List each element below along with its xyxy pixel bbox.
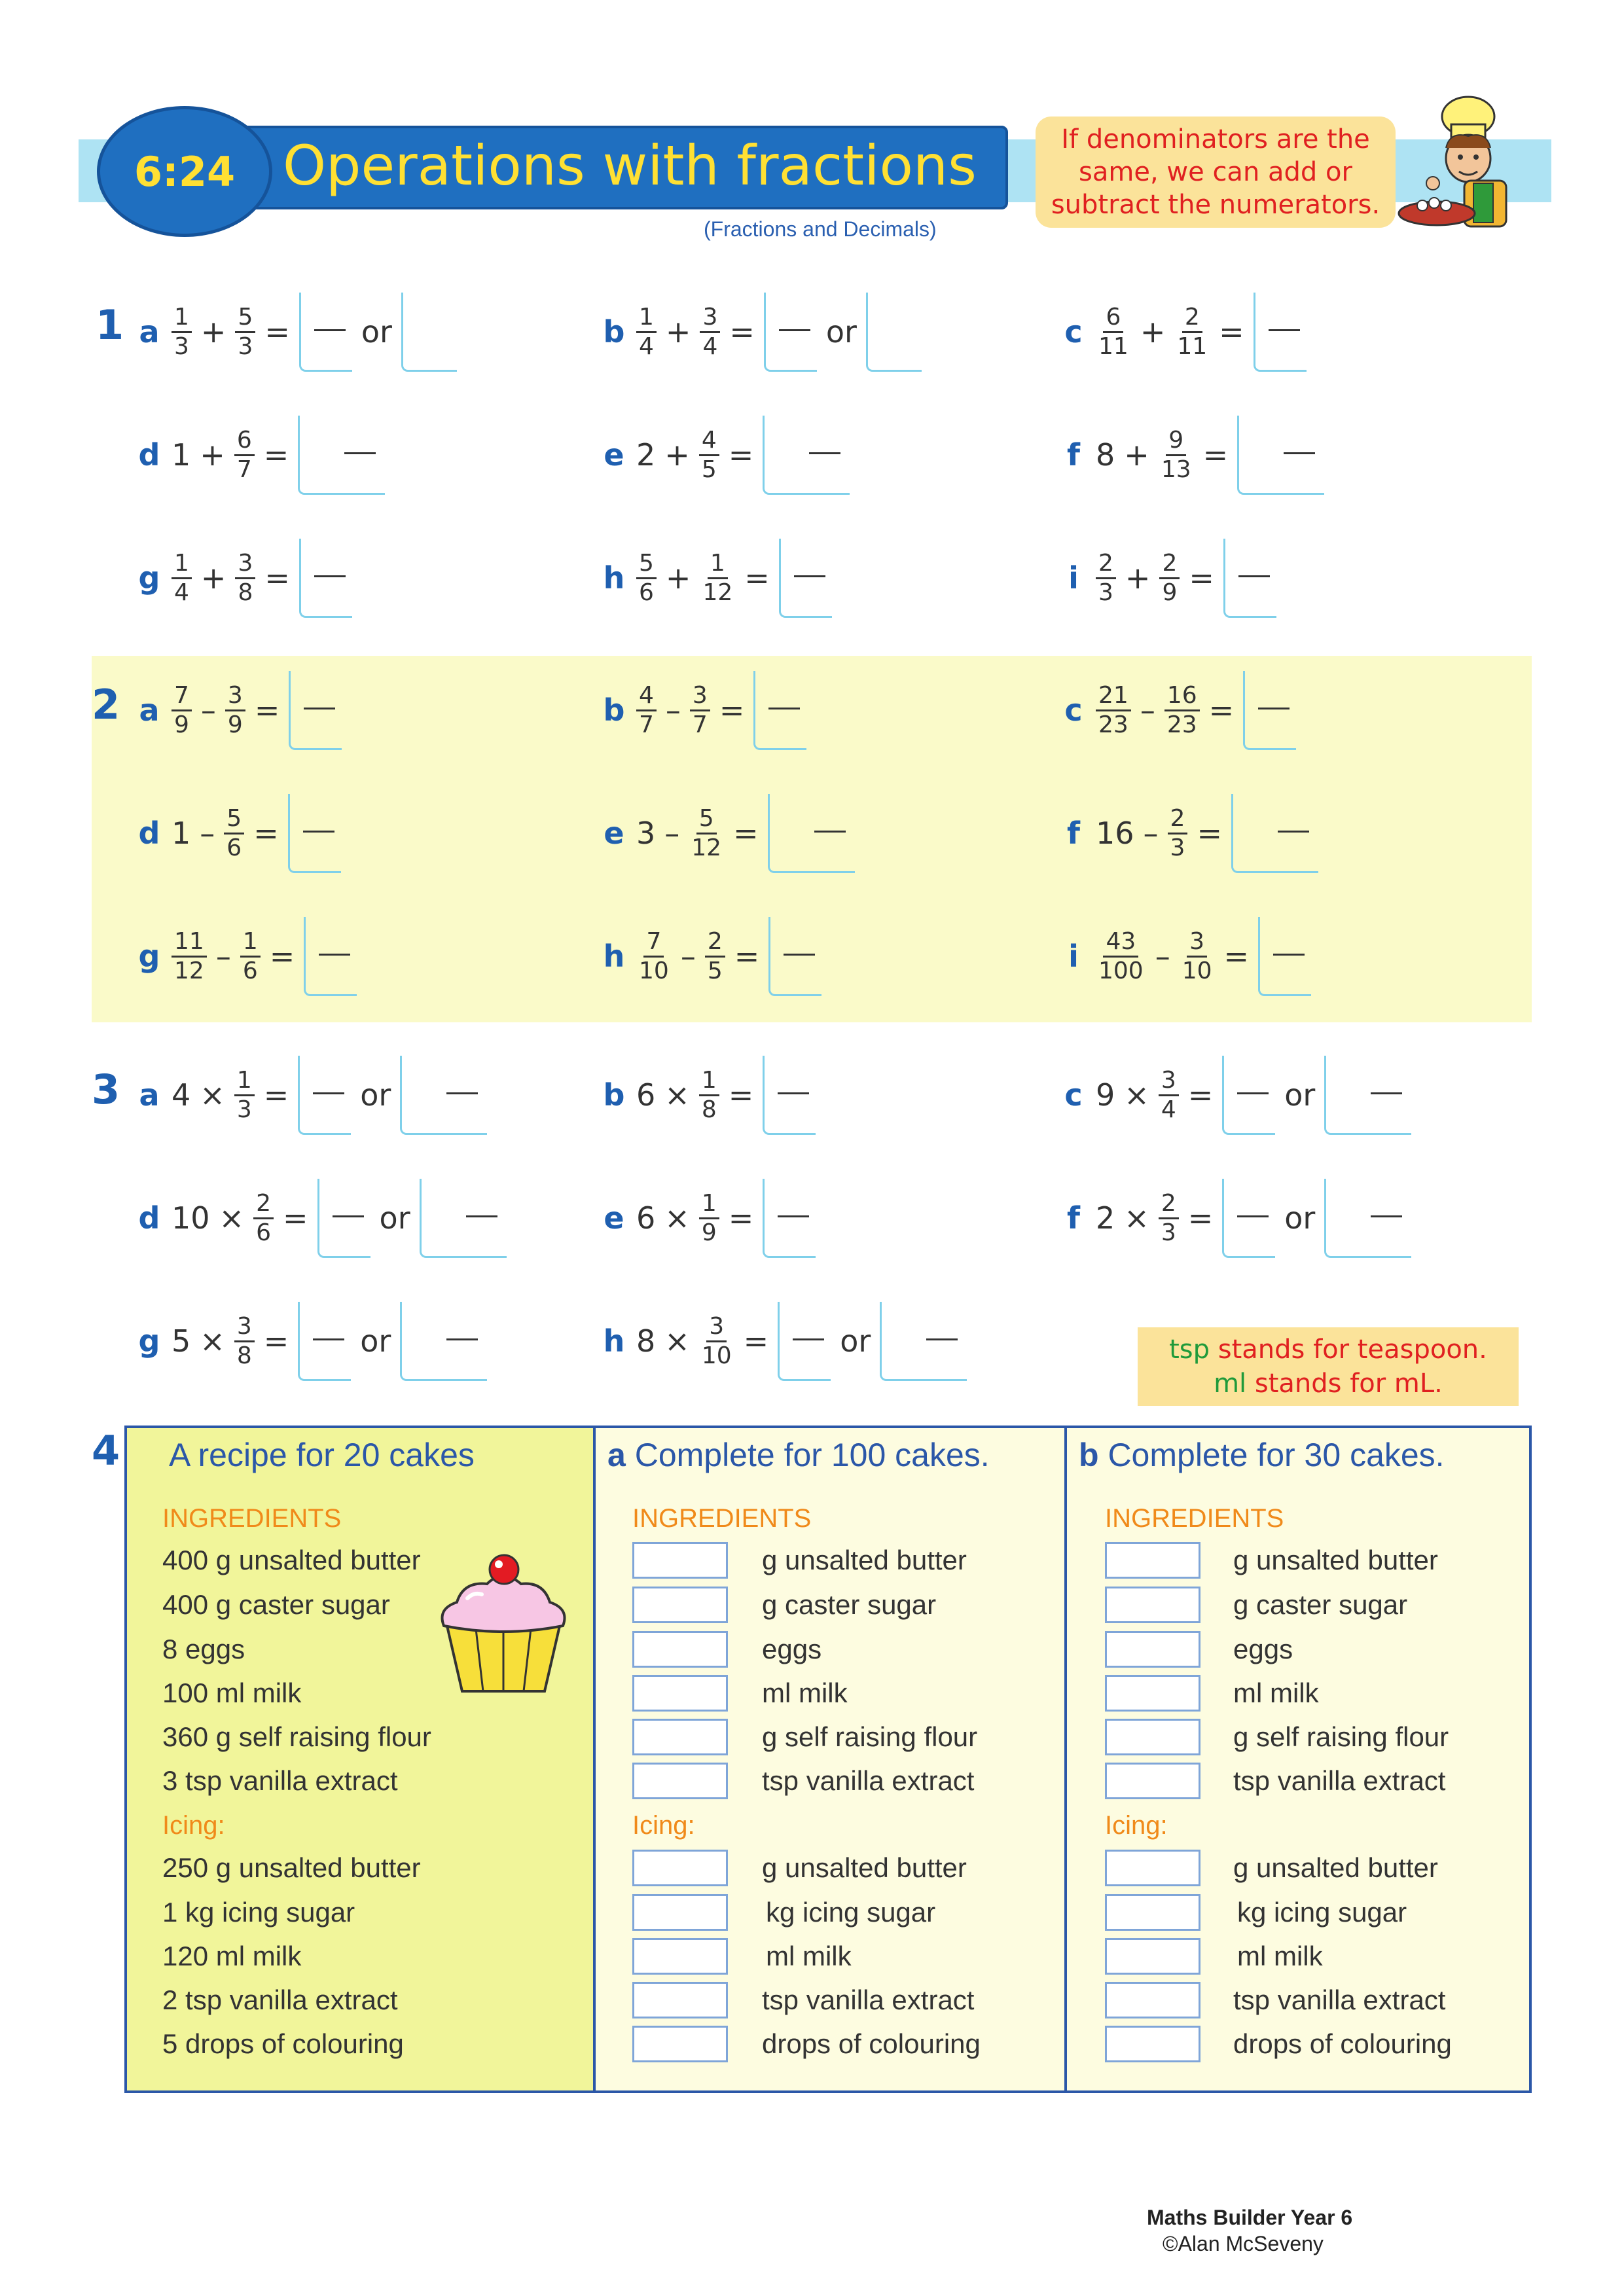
- tip-line: subtract the numerators.: [1051, 190, 1380, 220]
- answer-box[interactable]: [779, 539, 832, 618]
- equals-sign: =: [254, 692, 280, 728]
- ingredient: 2 tsp vanilla extract: [162, 1984, 398, 2015]
- problem-letter: f: [1066, 437, 1080, 473]
- equals-sign: =: [1219, 314, 1244, 350]
- operator: –: [1143, 816, 1159, 851]
- tip-box: [1036, 117, 1396, 228]
- fraction: $\frac{1}{9}$: [699, 1191, 719, 1246]
- question-number: 2: [92, 681, 120, 728]
- ingredient-unit: tsp vanilla extract: [1233, 1984, 1446, 2015]
- equals-sign: =: [264, 314, 290, 350]
- equals-sign: =: [253, 816, 279, 851]
- fraction: $\frac{16}{23}$: [1164, 683, 1200, 738]
- operator: –: [664, 816, 680, 851]
- equals-sign: =: [269, 939, 295, 974]
- answer-box[interactable]: [298, 1302, 351, 1381]
- operator: ×: [1124, 1077, 1149, 1113]
- answer-box[interactable]: [1223, 539, 1276, 618]
- problem-letter: c: [1064, 692, 1083, 728]
- answer-box[interactable]: [1222, 1056, 1275, 1135]
- problem-letter: i: [1068, 939, 1079, 974]
- quantity-input[interactable]: [1105, 1719, 1200, 1755]
- tip-line: same, we can add or: [1079, 157, 1352, 187]
- fraction: $\frac{11}{12}$: [171, 929, 207, 984]
- problem-2g: [136, 914, 366, 999]
- icing-label: Icing:: [162, 1811, 225, 1840]
- whole-number: 3: [636, 816, 656, 851]
- ingredient-unit: g caster sugar: [762, 1589, 937, 1620]
- fraction: $\frac{3}{9}$: [225, 683, 245, 738]
- answer-box[interactable]: [1324, 1179, 1411, 1258]
- ingredient-unit: ml milk: [766, 1941, 852, 1971]
- problem-letter: a: [139, 1077, 160, 1113]
- ingredient: 1 kg icing sugar: [162, 1897, 355, 1928]
- answer-box[interactable]: [1222, 1179, 1275, 1258]
- recipe-table: [124, 1426, 1532, 2093]
- column-heading: a Complete for 100 cakes.: [607, 1437, 990, 1473]
- answer-box[interactable]: [763, 1056, 816, 1135]
- operator: ×: [664, 1323, 690, 1359]
- whole-number: 8: [1096, 437, 1115, 473]
- problem-letter: h: [603, 560, 625, 596]
- quantity-input[interactable]: [632, 2026, 728, 2062]
- answer-box[interactable]: [1254, 293, 1307, 372]
- equals-sign: =: [1202, 437, 1229, 473]
- problem-2b: [601, 668, 816, 753]
- or-label: or: [1284, 1200, 1316, 1236]
- operator: +: [200, 437, 225, 473]
- answer-box[interactable]: [753, 671, 806, 750]
- ingredient: 8 eggs: [162, 1634, 245, 1664]
- equals-sign: =: [1187, 1200, 1214, 1236]
- or-label: or: [360, 1077, 391, 1113]
- ingredient-unit: drops of colouring: [762, 2028, 981, 2059]
- ingredient: 3 tsp vanilla extract: [162, 1765, 398, 1796]
- cupcake-icon: [435, 1546, 572, 1696]
- problem-3d: [136, 1175, 516, 1261]
- ingredient: 120 ml milk: [162, 1941, 302, 1971]
- operator: –: [680, 939, 696, 974]
- fraction: $\frac{1}{4}$: [636, 305, 657, 359]
- fraction: $\frac{6}{7}$: [234, 428, 255, 482]
- answer-box[interactable]: [1324, 1056, 1411, 1135]
- chef-illustration: [1391, 85, 1548, 242]
- problem-letter: d: [138, 437, 160, 473]
- equals-sign: =: [744, 560, 770, 596]
- problem-letter: d: [138, 816, 160, 851]
- problem-letter: h: [603, 1323, 625, 1359]
- answer-box[interactable]: [317, 1179, 370, 1258]
- problem-letter: g: [138, 939, 160, 974]
- fraction: $\frac{5}{6}$: [224, 806, 244, 861]
- quantity-input[interactable]: [1105, 2026, 1200, 2062]
- fraction: $\frac{2}{9}$: [1159, 551, 1180, 605]
- ingredient-unit: kg icing sugar: [1237, 1897, 1407, 1928]
- problem-1b: [601, 289, 931, 374]
- whole-number: 8: [636, 1323, 656, 1359]
- problem-2h: [601, 914, 831, 999]
- equals-sign: =: [1197, 816, 1222, 851]
- fraction: $\frac{5}{3}$: [235, 305, 255, 359]
- quantity-input[interactable]: [632, 1542, 728, 1579]
- answer-box[interactable]: [420, 1179, 507, 1258]
- section-badge: [97, 106, 272, 237]
- fraction: $\frac{2}{3}$: [1159, 1191, 1179, 1246]
- or-label: or: [379, 1200, 410, 1236]
- problem-3g: [136, 1299, 496, 1384]
- problem-1i: [1060, 535, 1286, 620]
- ingredients-label: INGREDIENTS: [162, 1504, 342, 1533]
- operator: –: [200, 692, 216, 728]
- operator: –: [200, 816, 215, 851]
- note-line: tsp stands for teaspoon.: [1169, 1335, 1487, 1365]
- operator: +: [664, 437, 690, 473]
- problem-3b: [601, 1052, 825, 1138]
- answer-box[interactable]: [768, 917, 821, 996]
- problem-1e: [601, 412, 859, 497]
- whole-number: 4: [171, 1077, 191, 1113]
- answer-box[interactable]: [778, 1302, 831, 1381]
- quantity-input[interactable]: [1105, 1631, 1200, 1668]
- answer-box[interactable]: [763, 1179, 816, 1258]
- whole-number: 1: [171, 816, 191, 851]
- column-heading: A recipe for 20 cakes: [169, 1437, 475, 1473]
- quantity-input[interactable]: [1105, 1587, 1200, 1623]
- problem-2d: [136, 791, 350, 876]
- fraction: $\frac{21}{23}$: [1096, 683, 1131, 738]
- answer-box[interactable]: [1258, 917, 1311, 996]
- icing-label: Icing:: [1105, 1811, 1168, 1840]
- problem-letter: e: [604, 816, 624, 851]
- equals-sign: =: [728, 1200, 754, 1236]
- fraction: $\frac{1}{6}$: [240, 929, 261, 984]
- problem-3f: [1060, 1175, 1420, 1261]
- operator: ×: [200, 1077, 225, 1113]
- question-number: 4: [92, 1427, 120, 1475]
- fraction: $\frac{1}{8}$: [699, 1068, 719, 1122]
- equals-sign: =: [1223, 939, 1250, 974]
- quantity-input[interactable]: [1105, 1675, 1200, 1712]
- answer-box[interactable]: [304, 917, 357, 996]
- answer-box[interactable]: [764, 293, 817, 372]
- column-heading: b Complete for 30 cakes.: [1079, 1437, 1445, 1473]
- quantity-input[interactable]: [632, 1675, 728, 1712]
- answer-box[interactable]: [1231, 794, 1318, 873]
- ingredient-unit: g self raising flour: [1233, 1721, 1449, 1752]
- problem-letter: c: [1064, 1077, 1083, 1113]
- operator: +: [1140, 314, 1166, 350]
- operator: +: [200, 560, 226, 596]
- problem-1d: [136, 412, 394, 497]
- problem-letter: a: [139, 314, 160, 350]
- problem-letter: e: [604, 1200, 624, 1236]
- question-number: 3: [92, 1066, 120, 1113]
- fraction: $\frac{3}{7}$: [690, 683, 710, 738]
- operator: ×: [1124, 1200, 1149, 1236]
- answer-box[interactable]: [299, 293, 352, 372]
- operator: –: [1140, 692, 1155, 728]
- operator: +: [665, 560, 691, 596]
- ingredient: 250 g unsalted butter: [162, 1852, 421, 1883]
- fraction: $\frac{3}{4}$: [700, 305, 720, 359]
- problem-1f: [1060, 412, 1333, 497]
- quantity-input[interactable]: [632, 1982, 728, 2018]
- or-label: or: [361, 314, 392, 350]
- fraction: $\frac{2}{3}$: [1168, 806, 1188, 861]
- quantity-input[interactable]: [632, 1719, 728, 1755]
- ingredient-unit: g unsalted butter: [762, 1545, 967, 1575]
- equals-sign: =: [263, 1077, 289, 1113]
- fraction: $\frac{7}{9}$: [171, 683, 192, 738]
- problem-1c: [1060, 289, 1316, 374]
- answer-box[interactable]: [289, 671, 342, 750]
- problem-letter: i: [1068, 560, 1079, 596]
- fraction: $\frac{5}{6}$: [636, 551, 657, 605]
- or-label: or: [360, 1323, 391, 1359]
- operator: ×: [219, 1200, 245, 1236]
- problem-letter: a: [139, 692, 160, 728]
- answer-box[interactable]: [866, 293, 922, 372]
- equals-sign: =: [263, 437, 289, 473]
- whole-number: 9: [1096, 1077, 1115, 1113]
- section-number: 6:24: [134, 147, 236, 196]
- or-label: or: [825, 314, 857, 350]
- recipe-column-original: [127, 1428, 596, 2090]
- problem-2c: [1060, 668, 1305, 753]
- answer-box[interactable]: [880, 1302, 967, 1381]
- problem-letter: f: [1066, 816, 1080, 851]
- copyright: ©Alan McSeveny: [1163, 2232, 1324, 2255]
- ingredient: 5 drops of colouring: [162, 2028, 404, 2059]
- ingredient-unit: tsp vanilla extract: [1233, 1765, 1446, 1796]
- fraction: $\frac{4}{5}$: [699, 428, 719, 482]
- fraction: $\frac{6}{11}$: [1098, 303, 1128, 360]
- equals-sign: =: [728, 1077, 754, 1113]
- ingredient-unit: g self raising flour: [762, 1721, 978, 1752]
- whole-number: 2: [636, 437, 656, 473]
- problem-letter: b: [603, 692, 625, 728]
- ingredient-unit: tsp vanilla extract: [762, 1765, 975, 1796]
- ingredient-unit: eggs: [1233, 1634, 1293, 1664]
- whole-number: 16: [1096, 816, 1134, 851]
- page-subtitle: (Fractions and Decimals): [704, 217, 937, 241]
- fraction: $\frac{7}{10}$: [639, 927, 669, 984]
- book-title: Maths Builder Year 6: [1147, 2206, 1353, 2229]
- fraction: $\frac{2}{6}$: [253, 1191, 274, 1246]
- problem-2i: [1060, 914, 1320, 999]
- recipe-column-30-cakes: [1067, 1428, 1529, 2090]
- equals-sign: =: [728, 437, 754, 473]
- operator: –: [1155, 939, 1170, 974]
- problem-letter: e: [604, 437, 624, 473]
- quantity-input[interactable]: [632, 1587, 728, 1623]
- ingredient-unit: g caster sugar: [1233, 1589, 1408, 1620]
- ingredient-unit: ml milk: [1233, 1677, 1319, 1708]
- icing-label: Icing:: [632, 1811, 695, 1840]
- note-line: ml stands for mL.: [1214, 1369, 1443, 1399]
- ingredient-unit: ml milk: [762, 1677, 848, 1708]
- ingredient-unit: drops of colouring: [1233, 2028, 1452, 2059]
- problem-letter: h: [603, 939, 625, 974]
- ingredient: 400 g unsalted butter: [162, 1545, 421, 1575]
- fraction: $\frac{1}{3}$: [234, 1068, 255, 1122]
- whole-number: 5: [171, 1323, 191, 1359]
- ingredient: 400 g caster sugar: [162, 1589, 390, 1620]
- problem-letter: g: [138, 1323, 160, 1359]
- operator: ×: [200, 1323, 225, 1359]
- answer-box[interactable]: [298, 1056, 351, 1135]
- problem-3a: [136, 1052, 496, 1138]
- quantity-input[interactable]: [1105, 1763, 1200, 1799]
- equals-sign: =: [733, 816, 759, 851]
- problem-2e: [601, 791, 864, 876]
- answer-box[interactable]: [763, 416, 850, 495]
- operator: +: [1124, 437, 1149, 473]
- ingredient-unit: ml milk: [1237, 1941, 1323, 1971]
- operator: +: [200, 314, 226, 350]
- ingredient-unit: g unsalted butter: [1233, 1852, 1438, 1883]
- problem-letter: f: [1066, 1200, 1080, 1236]
- equals-sign: =: [734, 939, 760, 974]
- fraction: $\frac{43}{100}$: [1098, 927, 1144, 984]
- operator: ×: [664, 1077, 690, 1113]
- problem-letter: g: [138, 560, 160, 596]
- fraction: $\frac{4}{7}$: [636, 683, 657, 738]
- operator: +: [1125, 560, 1151, 596]
- ingredient: 360 g self raising flour: [162, 1721, 431, 1752]
- ingredient-unit: tsp vanilla extract: [762, 1984, 975, 2015]
- equals-sign: =: [1189, 560, 1214, 596]
- fraction: $\frac{3}{10}$: [701, 1312, 732, 1369]
- problem-1g: [136, 535, 361, 620]
- whole-number: 2: [1096, 1200, 1115, 1236]
- problem-3h: [601, 1299, 976, 1384]
- fraction: $\frac{2}{3}$: [1096, 551, 1116, 605]
- fraction: $\frac{1}{4}$: [171, 551, 192, 605]
- operator: ×: [664, 1200, 690, 1236]
- ingredients-label: INGREDIENTS: [1105, 1504, 1284, 1533]
- answer-box[interactable]: [768, 794, 855, 873]
- quantity-input[interactable]: [632, 1938, 728, 1975]
- answer-box[interactable]: [299, 539, 352, 618]
- fraction: $\frac{3}{8}$: [235, 551, 255, 605]
- problem-letter: b: [603, 1077, 625, 1113]
- answer-box[interactable]: [298, 416, 385, 495]
- answer-box[interactable]: [400, 1302, 487, 1381]
- whole-number: 10: [171, 1200, 210, 1236]
- answer-box[interactable]: [401, 293, 457, 372]
- whole-number: 1: [171, 437, 191, 473]
- equals-sign: =: [729, 314, 755, 350]
- fraction: $\frac{9}{13}$: [1161, 426, 1191, 483]
- fraction: $\frac{2}{11}$: [1177, 303, 1208, 360]
- problem-letter: c: [1064, 314, 1083, 350]
- problem-letter: d: [138, 1200, 160, 1236]
- operator: –: [665, 692, 681, 728]
- quantity-input[interactable]: [632, 1894, 728, 1931]
- quantity-input[interactable]: [1105, 1850, 1200, 1886]
- fraction: $\frac{3}{10}$: [1182, 927, 1212, 984]
- ingredient-unit: g unsalted butter: [762, 1852, 967, 1883]
- quantity-input[interactable]: [632, 1850, 728, 1886]
- problem-1h: [601, 535, 841, 620]
- problem-3e: [601, 1175, 825, 1261]
- ingredient-unit: g unsalted butter: [1233, 1545, 1438, 1575]
- fraction: $\frac{3}{4}$: [1159, 1068, 1179, 1122]
- or-label: or: [840, 1323, 871, 1359]
- quantity-input[interactable]: [1105, 1982, 1200, 2018]
- answer-box[interactable]: [288, 794, 341, 873]
- fraction: $\frac{2}{5}$: [705, 929, 725, 984]
- ingredient-unit: kg icing sugar: [766, 1897, 936, 1928]
- fraction: $\frac{5}{12}$: [691, 804, 722, 861]
- ingredient-unit: eggs: [762, 1634, 822, 1664]
- question-number: 1: [96, 301, 124, 349]
- or-label: or: [1284, 1077, 1316, 1113]
- problem-3c: [1060, 1052, 1420, 1138]
- abbreviation-note: [1138, 1327, 1519, 1406]
- whole-number: 6: [636, 1200, 656, 1236]
- quantity-input[interactable]: [632, 1631, 728, 1668]
- equals-sign: =: [1208, 692, 1235, 728]
- answer-box[interactable]: [1237, 416, 1324, 495]
- equals-sign: =: [743, 1323, 769, 1359]
- quantity-input[interactable]: [632, 1763, 728, 1799]
- problem-2f: [1060, 791, 1327, 876]
- problem-letter: b: [603, 314, 625, 350]
- equals-sign: =: [283, 1200, 308, 1236]
- equals-sign: =: [1187, 1077, 1214, 1113]
- equals-sign: =: [264, 560, 290, 596]
- fraction: $\frac{1}{3}$: [171, 305, 192, 359]
- recipe-column-100-cakes: [596, 1428, 1067, 2090]
- operator: +: [665, 314, 691, 350]
- page-title: Operations with fractions: [283, 134, 977, 198]
- ingredient: 100 ml milk: [162, 1677, 302, 1708]
- answer-box[interactable]: [1243, 671, 1296, 750]
- quantity-input[interactable]: [1105, 1894, 1200, 1931]
- quantity-input[interactable]: [1105, 1938, 1200, 1975]
- equals-sign: =: [719, 692, 745, 728]
- ingredients-label: INGREDIENTS: [632, 1504, 812, 1533]
- problem-1a: [136, 289, 466, 374]
- whole-number: 6: [636, 1077, 656, 1113]
- operator: –: [215, 939, 231, 974]
- equals-sign: =: [263, 1323, 289, 1359]
- answer-box[interactable]: [400, 1056, 487, 1135]
- problem-2a: [136, 668, 351, 753]
- tip-line: If denominators are the: [1061, 124, 1370, 154]
- fraction: $\frac{1}{12}$: [702, 549, 733, 606]
- fraction: $\frac{3}{8}$: [234, 1314, 255, 1369]
- quantity-input[interactable]: [1105, 1542, 1200, 1579]
